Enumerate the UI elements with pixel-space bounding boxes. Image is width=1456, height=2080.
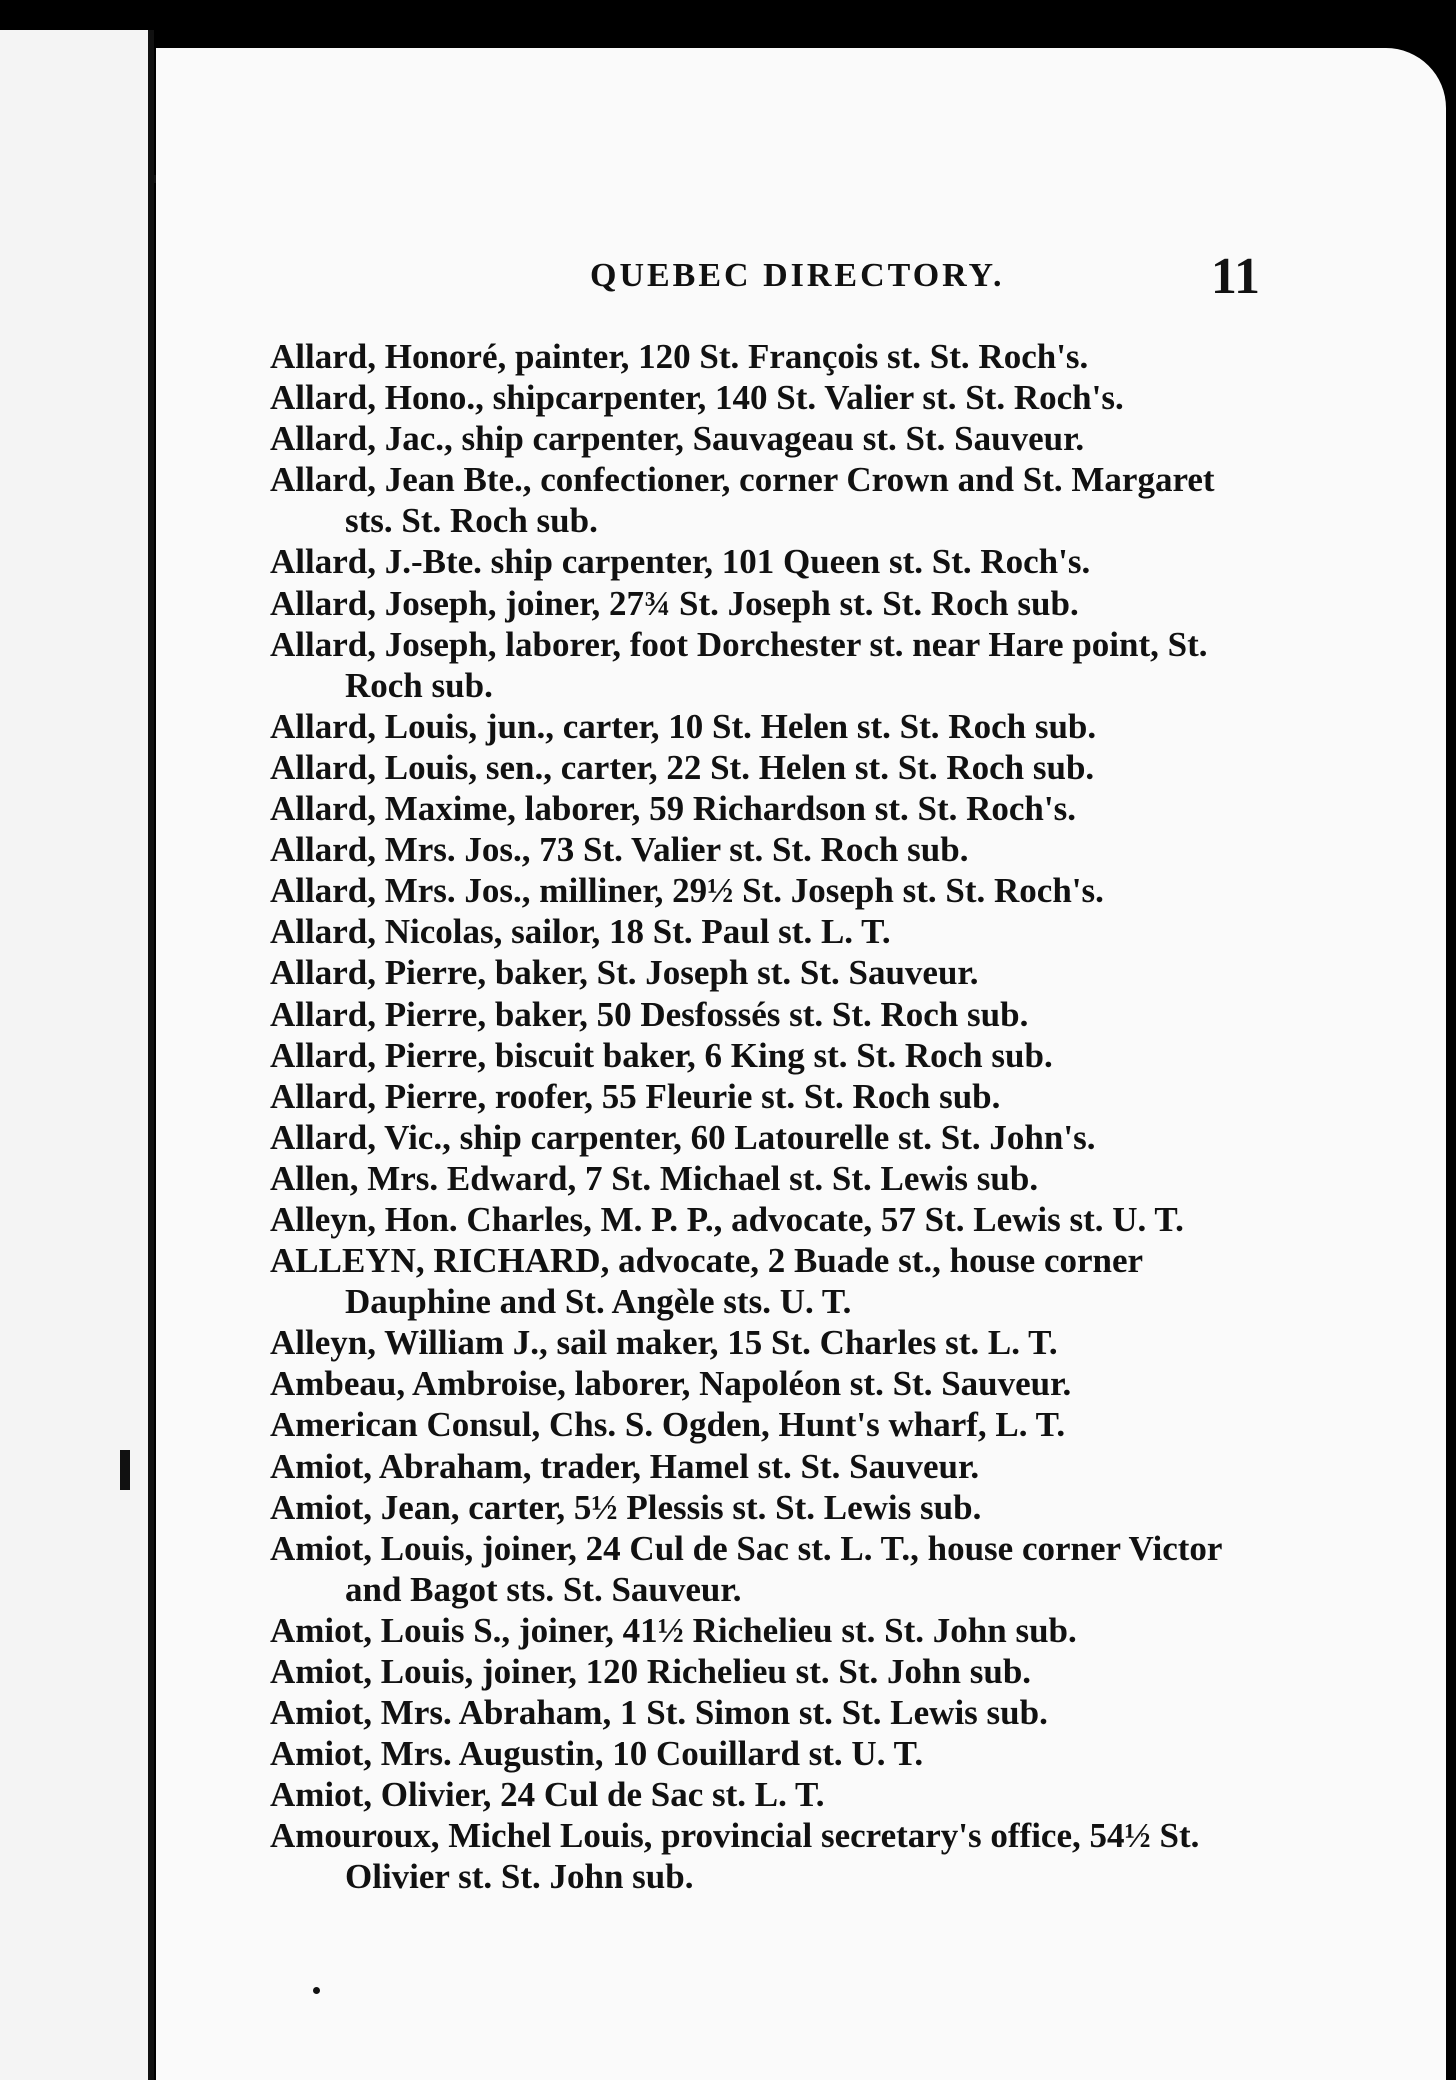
directory-entry: Amiot, Olivier, 24 Cul de Sac st. L. T. <box>270 1775 825 1815</box>
directory-entry: Amiot, Louis, joiner, 24 Cul de Sac st. L. T., house corner Victor and Bagot sts. St. Sauveur. <box>270 1528 1222 1609</box>
directory-entry: Allard, Louis, sen., carter, 22 St. Helen st. St. Roch sub. <box>270 747 1095 787</box>
directory-entry: Amiot, Mrs. Abraham, 1 St. Simon st. St. Lewis sub. <box>270 1693 1048 1733</box>
directory-entry: Allard, Nicolas, sailor, 18 St. Paul st. L. T. <box>270 912 891 952</box>
directory-entry: Allard, Jean Bte., confectioner, corner Crown and St. Margaret sts. St. Roch sub. <box>270 460 1215 541</box>
directory-entry: Alleyn, Hon. Charles, M. P. P., advocate, 57 St. Lewis st. U. T. <box>270 1199 1184 1239</box>
directory-entry: Allard, Joseph, laborer, foot Dorchester st. near Hare point, St. Roch sub. <box>270 624 1208 705</box>
directory-entry: Ambeau, Ambroise, laborer, Napoléon st. St. Sauveur. <box>270 1364 1072 1404</box>
directory-entry: Allard, Joseph, joiner, 27¾ St. Joseph st. St. Roch sub. <box>270 583 1079 623</box>
book-spine <box>148 30 154 2080</box>
binding-tab <box>120 1450 130 1490</box>
directory-entry: Amiot, Mrs. Augustin, 10 Couillard st. U. T. <box>270 1734 924 1774</box>
directory-entry: Allard, J.-Bte. ship carpenter, 101 Queen st. St. Roch's. <box>270 542 1091 582</box>
directory-entry: Allard, Hono., shipcarpenter, 140 St. Valier st. St. Roch's. <box>270 378 1124 418</box>
directory-entry: Amiot, Jean, carter, 5½ Plessis st. St. Lewis sub. <box>270 1487 982 1527</box>
page-header <box>430 248 1270 315</box>
directory-entry: Allen, Mrs. Edward, 7 St. Michael st. St. Lewis sub. <box>270 1158 1039 1198</box>
directory-entry: Allard, Louis, jun., carter, 10 St. Helen st. St. Roch sub. <box>270 706 1097 746</box>
directory-entry: Amiot, Abraham, trader, Hamel st. St. Sauveur. <box>270 1446 980 1486</box>
directory-entry: American Consul, Chs. S. Ogden, Hunt's wharf, L. T. <box>270 1405 1066 1445</box>
running-title: QUEBEC DIRECTORY. <box>590 257 1005 294</box>
page-number: 11 <box>1210 248 1260 305</box>
directory-entry: Alleyn, William J., sail maker, 15 St. Charles st. L. T. <box>270 1323 1058 1363</box>
directory-entry: Allard, Pierre, baker, 50 Desfossés st. St. Roch sub. <box>270 994 1029 1034</box>
directory-entry: Allard, Pierre, baker, St. Joseph st. St. Sauveur. <box>270 953 979 993</box>
facing-page-edge <box>0 30 150 2080</box>
directory-entries <box>270 336 1260 1898</box>
directory-entry: Amiot, Louis, joiner, 120 Richelieu st. St. John sub. <box>270 1652 1032 1691</box>
directory-entry: Allard, Mrs. Jos., 73 St. Valier st. St. Roch sub. <box>270 830 969 870</box>
directory-entry: Amouroux, Michel Louis, provincial secretary's office, 54½ St. Olivier st. St. John sub. <box>270 1816 1200 1897</box>
directory-entry: Allard, Vic., ship carpenter, 60 Latourelle st. St. John's. <box>270 1117 1096 1157</box>
directory-entry: Allard, Pierre, roofer, 55 Fleurie st. St. Roch sub. <box>270 1076 1001 1116</box>
directory-entry: Allard, Maxime, laborer, 59 Richardson st. St. Roch's. <box>270 789 1076 829</box>
directory-entry: Allard, Jac., ship carpenter, Sauvageau st. St. Sauveur. <box>270 419 1085 459</box>
directory-entry: Allard, Mrs. Jos., milliner, 29½ St. Joseph st. St. Roch's. <box>270 871 1104 911</box>
ink-speck <box>313 1987 320 1994</box>
directory-entry: ALLEYN, RICHARD, advocate, 2 Buade st., house corner Dauphine and St. Angèle sts. U. T. <box>270 1241 1143 1322</box>
directory-entry: Allard, Pierre, biscuit baker, 6 King st. St. Roch sub. <box>270 1035 1053 1075</box>
directory-entry: Amiot, Louis S., joiner, 41½ Richelieu st. St. John sub. <box>270 1610 1077 1650</box>
directory-entry: Allard, Honoré, painter, 120 St. François st. St. Roch's. <box>270 337 1089 376</box>
